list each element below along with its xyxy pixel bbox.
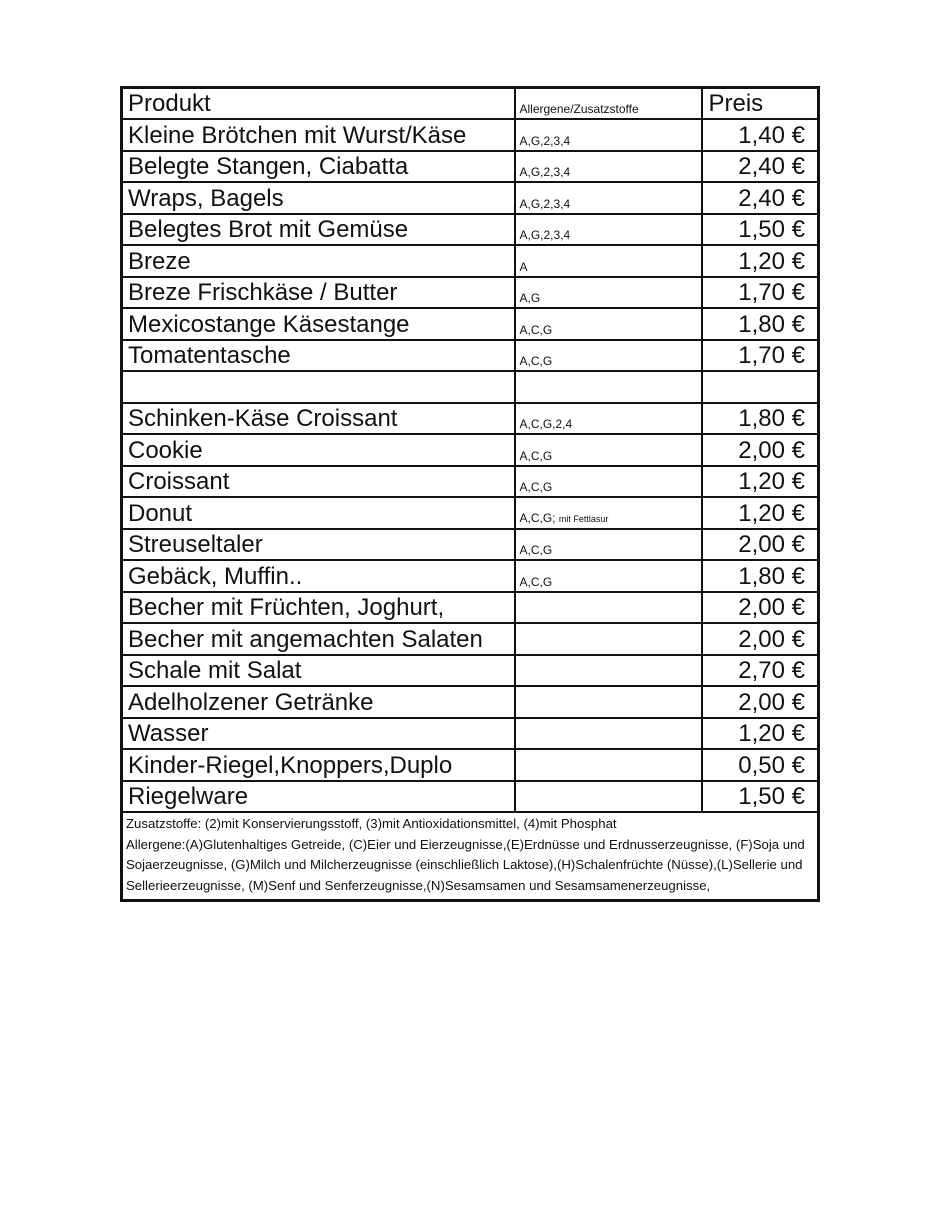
price: 2,00 € — [702, 623, 819, 655]
allergen-codes-text: A,C,G — [519, 354, 553, 368]
allergen-codes — [515, 655, 702, 687]
price: 2,00 € — [702, 592, 819, 624]
allergen-codes — [515, 308, 702, 340]
allergen-codes — [515, 686, 702, 718]
table-row — [122, 245, 819, 277]
price: 1,40 € — [702, 119, 819, 151]
allergens-legend: Allergene:(A)Glutenhaltiges Getreide, (C)Eier und Eierzeugnisse,(E)Erdnüsse und Erdnusserzeugnisse, (F)Soja und Sojaerzeugnisse, (G)Milch und Milcherzeugnisse (einschließlich Laktose),(H)Schalenfrüchte (Nüsse),(L)Sellerie und Sellerieerzeugnisse, (M)Senf und Senferzeugnisse,(N)Sesamsamen und Sesamsamenerzeugnisse, — [126, 836, 805, 893]
allergen-codes-text: A,C,G — [519, 322, 553, 337]
table-row — [122, 718, 819, 750]
allergen-codes — [515, 119, 702, 151]
price: 1,20 € — [702, 718, 819, 750]
allergen-codes-text: A,C,G — [519, 574, 553, 589]
price: 1,20 € — [702, 245, 819, 277]
header-row — [122, 88, 819, 120]
table-row — [122, 529, 819, 561]
table-row — [122, 403, 819, 435]
product-name: Tomatentasche — [122, 340, 515, 372]
allergen-codes — [515, 749, 702, 781]
price: 1,70 € — [702, 277, 819, 309]
allergen-codes — [515, 245, 702, 277]
table-row — [122, 182, 819, 214]
product-name: Donut — [122, 497, 515, 529]
price: 0,50 € — [702, 749, 819, 781]
table-row — [122, 308, 819, 340]
price: 2,40 € — [702, 151, 819, 183]
allergen-codes-text: A,G,2,3,4 — [519, 133, 571, 148]
price: 2,70 € — [702, 655, 819, 687]
allergen-codes-text: A,C,G,2,4 — [519, 417, 573, 431]
price: 1,50 € — [702, 214, 819, 246]
allergen-codes-text: A,C,G — [519, 448, 553, 463]
table-row — [122, 371, 819, 403]
product-name: Kinder-Riegel,Knoppers,Duplo — [122, 749, 515, 781]
header-allergens: Allergene/Zusatzstoffe — [515, 88, 702, 120]
price: 2,00 € — [702, 686, 819, 718]
table-body — [122, 119, 819, 812]
allergen-codes — [515, 497, 702, 529]
allergen-codes — [515, 560, 702, 592]
product-name: Mexicostange Käsestange — [122, 308, 515, 340]
allergen-codes — [515, 182, 702, 214]
allergen-codes — [515, 718, 702, 750]
table-row — [122, 151, 819, 183]
price: 1,80 € — [702, 560, 819, 592]
header-price: Preis — [702, 88, 819, 120]
table-row — [122, 749, 819, 781]
allergen-codes — [515, 466, 702, 498]
allergen-codes — [515, 371, 702, 403]
product-name: Becher mit angemachten Salaten — [122, 623, 515, 655]
table-row — [122, 119, 819, 151]
product-name: Belegte Stangen, Ciabatta — [122, 151, 515, 183]
allergen-codes — [515, 214, 702, 246]
allergen-codes-text: A,G — [519, 291, 541, 305]
product-name: Adelholzener Getränke — [122, 686, 515, 718]
table-row — [122, 466, 819, 498]
price: 1,70 € — [702, 340, 819, 372]
allergen-codes — [515, 529, 702, 561]
allergen-codes-text: A — [519, 259, 528, 274]
product-name: Becher mit Früchten, Joghurt, — [122, 592, 515, 624]
table-row — [122, 340, 819, 372]
price: 1,50 € — [702, 781, 819, 813]
allergen-codes — [515, 781, 702, 813]
product-name: Breze Frischkäse / Butter — [122, 277, 515, 309]
table-row — [122, 781, 819, 813]
legend-cell — [122, 812, 819, 901]
allergen-codes — [515, 151, 702, 183]
price: 2,00 € — [702, 529, 819, 561]
price — [702, 371, 819, 403]
allergen-codes-text: A,C,G; — [519, 510, 556, 525]
table-row — [122, 434, 819, 466]
price: 2,00 € — [702, 434, 819, 466]
table-row — [122, 497, 819, 529]
product-name: Breze — [122, 245, 515, 277]
table-row — [122, 214, 819, 246]
product-name: Kleine Brötchen mit Wurst/Käse — [122, 119, 515, 151]
allergen-codes-text: A,G,2,3,4 — [519, 196, 571, 211]
product-name: Schinken-Käse Croissant — [122, 403, 515, 435]
table-row — [122, 277, 819, 309]
product-name: Croissant — [122, 466, 515, 498]
allergen-codes-text: A,G,2,3,4 — [519, 165, 571, 179]
price: 1,20 € — [702, 466, 819, 498]
product-name — [122, 371, 515, 403]
price: 1,20 € — [702, 497, 819, 529]
product-name: Streuseltaler — [122, 529, 515, 561]
table-row — [122, 686, 819, 718]
allergen-codes — [515, 340, 702, 372]
allergen-codes — [515, 592, 702, 624]
additives-legend: Zusatzstoffe: (2)mit Konservierungsstoff, (3)mit Antioxidationsmittel, (4)mit Phosphat — [126, 816, 617, 831]
product-name: Cookie — [122, 434, 515, 466]
price: 1,80 € — [702, 403, 819, 435]
product-name: Wraps, Bagels — [122, 182, 515, 214]
product-name: Belegtes Brot mit Gemüse — [122, 214, 515, 246]
table-row — [122, 655, 819, 687]
price: 2,40 € — [702, 182, 819, 214]
allergen-codes-text: A,C,G — [519, 480, 553, 494]
product-name: Schale mit Salat — [122, 655, 515, 687]
allergen-codes — [515, 623, 702, 655]
product-name: Gebäck, Muffin.. — [122, 560, 515, 592]
table-row — [122, 560, 819, 592]
allergen-codes — [515, 277, 702, 309]
table-row — [122, 592, 819, 624]
header-product: Produkt — [122, 88, 515, 120]
allergen-note: mit Fettlasur — [558, 513, 609, 524]
product-name: Wasser — [122, 718, 515, 750]
product-name: Riegelware — [122, 781, 515, 813]
allergen-codes — [515, 434, 702, 466]
price: 1,80 € — [702, 308, 819, 340]
table-row — [122, 623, 819, 655]
price-table — [120, 86, 820, 902]
allergen-codes-text: A,G,2,3,4 — [519, 228, 571, 242]
footer-row — [122, 812, 819, 901]
allergen-codes-text: A,C,G — [519, 543, 553, 557]
allergen-codes — [515, 403, 702, 435]
